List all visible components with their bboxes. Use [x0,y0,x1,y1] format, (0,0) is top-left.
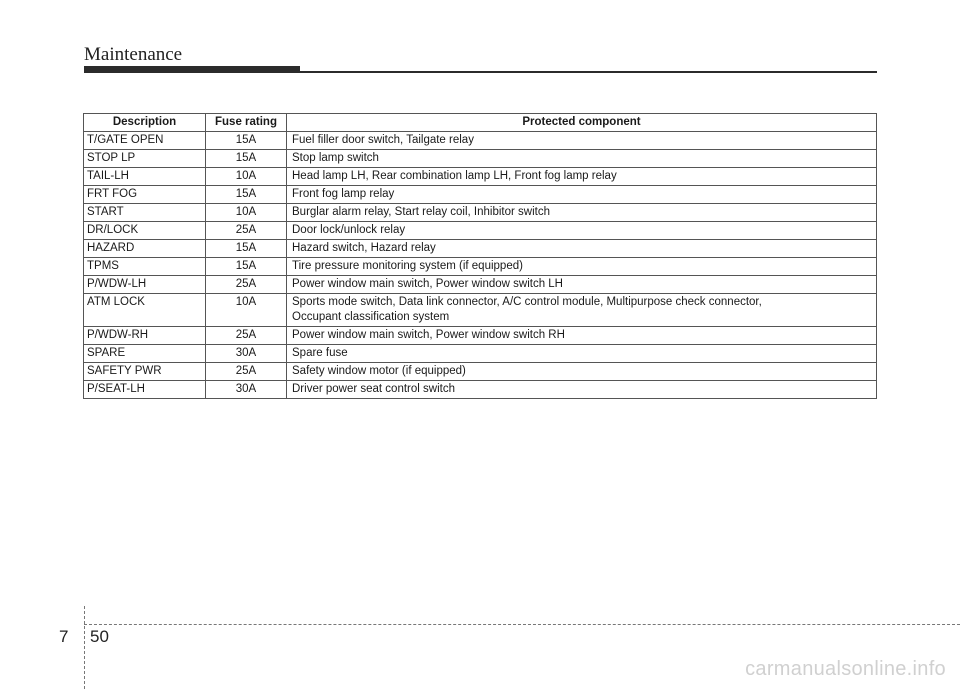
cell-component: Tire pressure monitoring system (if equipped) [287,258,877,276]
cell-rating: 10A [206,294,287,327]
cell-component-line: Sports mode switch, Data link connector, A/C control module, Multipurpose check connector, [292,296,762,308]
table-row [84,363,877,381]
table-row [84,168,877,186]
cell-description: ATM LOCK [84,294,206,327]
cell-component: Front fog lamp relay [287,186,877,204]
cell-description: P/WDW-LH [84,276,206,294]
table-row [84,345,877,363]
footer-horizontal-rule [84,624,960,625]
cell-rating: 30A [206,381,287,399]
cell-description: SAFETY PWR [84,363,206,381]
cell-rating: 25A [206,327,287,345]
cell-description: STOP LP [84,150,206,168]
cell-component: Power window main switch, Power window switch LH [287,276,877,294]
table-row [84,132,877,150]
cell-rating: 15A [206,258,287,276]
cell-description: P/SEAT-LH [84,381,206,399]
header-fuse-rating: Fuse rating [206,114,287,132]
cell-component: Spare fuse [287,345,877,363]
cell-rating: 15A [206,150,287,168]
cell-rating: 30A [206,345,287,363]
table-row [84,240,877,258]
page-title: Maintenance [84,44,183,65]
cell-description: SPARE [84,345,206,363]
cell-rating: 10A [206,204,287,222]
cell-component: Power window main switch, Power window switch RH [287,327,877,345]
cell-description: P/WDW-RH [84,327,206,345]
table-row [84,222,877,240]
table-row [84,381,877,399]
cell-description: FRT FOG [84,186,206,204]
table-row [84,186,877,204]
cell-description: DR/LOCK [84,222,206,240]
cell-component: Driver power seat control switch [287,381,877,399]
cell-rating: 25A [206,363,287,381]
cell-rating: 15A [206,186,287,204]
cell-component [287,294,877,327]
cell-component-line: Occupant classification system [292,311,450,323]
cell-component: Head lamp LH, Rear combination lamp LH, Front fog lamp relay [287,168,877,186]
header-protected-component: Protected component [287,114,877,132]
header-rule [84,71,877,73]
table-row [84,204,877,222]
cell-description: HAZARD [84,240,206,258]
cell-rating: 25A [206,276,287,294]
cell-description: TPMS [84,258,206,276]
cell-description: START [84,204,206,222]
cell-component: Burglar alarm relay, Start relay coil, Inhibitor switch [287,204,877,222]
table-row [84,327,877,345]
table-row [84,258,877,276]
cell-component: Stop lamp switch [287,150,877,168]
table-row [84,276,877,294]
header-description: Description [84,114,206,132]
cell-rating: 15A [206,240,287,258]
cell-rating: 10A [206,168,287,186]
table-header-row [84,114,877,132]
cell-component: Door lock/unlock relay [287,222,877,240]
cell-description: T/GATE OPEN [84,132,206,150]
cell-component: Fuel filler door switch, Tailgate relay [287,132,877,150]
table-row [84,294,877,327]
cell-component: Safety window motor (if equipped) [287,363,877,381]
footer-vertical-rule [84,606,85,689]
chapter-number: 7 [59,627,69,646]
cell-rating: 25A [206,222,287,240]
cell-rating: 15A [206,132,287,150]
table-row [84,150,877,168]
page-number: 50 [90,627,109,646]
cell-description: TAIL-LH [84,168,206,186]
watermark: carmanualsonline.info [745,658,946,680]
fuse-table [83,113,877,399]
cell-component: Hazard switch, Hazard relay [287,240,877,258]
